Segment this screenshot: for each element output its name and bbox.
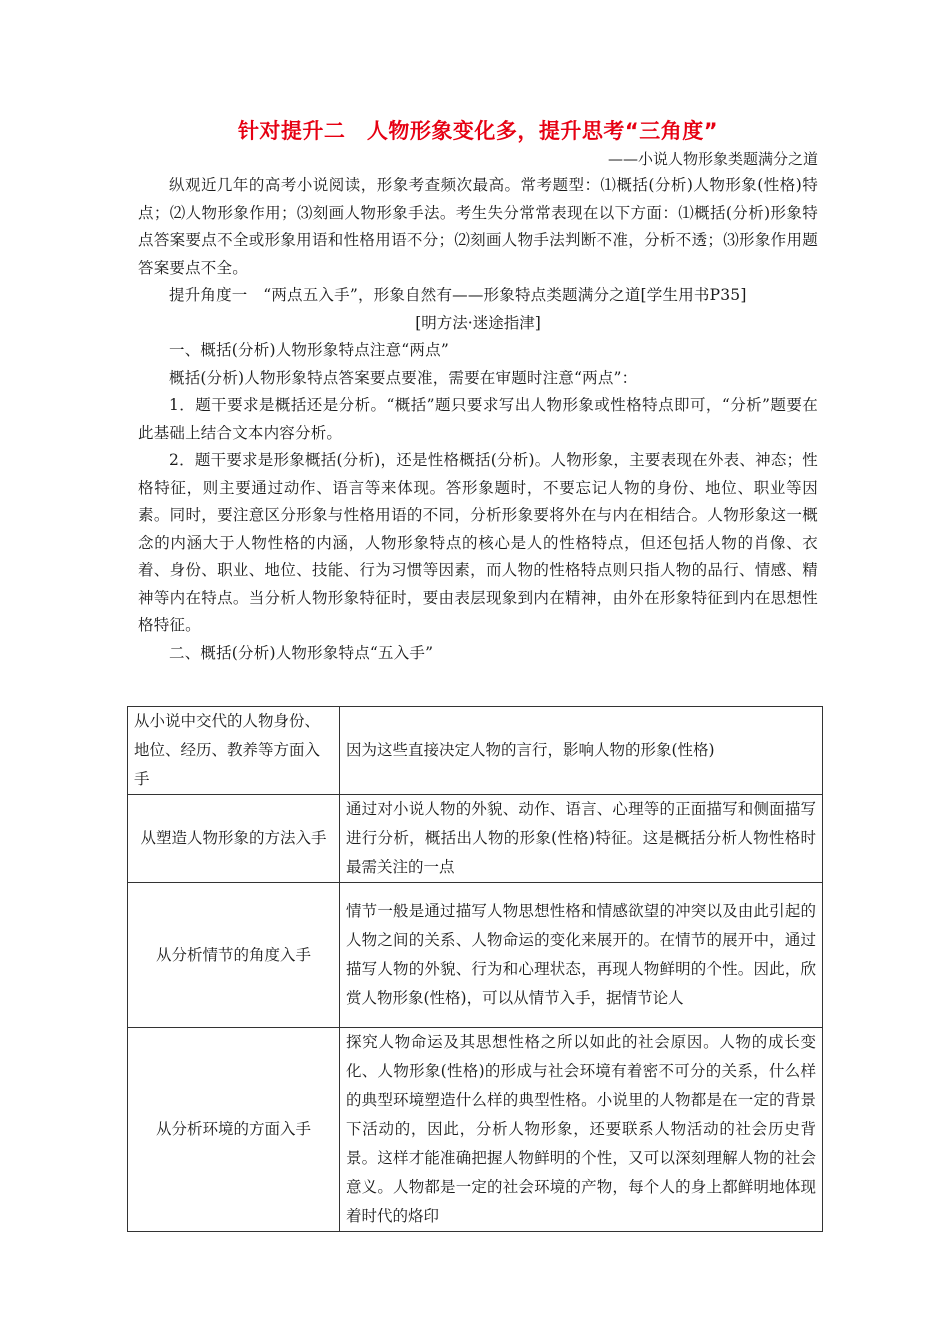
table-row [128,1028,823,1232]
document-body [138,116,818,667]
section1-lead: 概括(分析)人物形象特点答案要点要准，需要在审题时注意“两点”： [169,368,638,387]
table-cell-explanation: 情节一般是通过描写人物思想性格和情感欲望的冲突以及由此引起的人物之间的关系、人物命运的变化来展开的。在情节的展开中，通过描写人物的外貌、行为和心理状态，再现人物鲜明的个性。因此，欣赏人物形象(性格)，可以从情节入手，据情节论人 [340,883,823,1028]
table-row [128,795,823,883]
document-subtitle: ——小说人物形象类题满分之道 [607,150,818,168]
table-cell-approach: 从分析环境的方面入手 [128,1028,340,1232]
table-cell-approach: 从小说中交代的人物身份、地位、经历、教养等方面入手 [128,707,340,795]
table-cell-approach: 从塑造人物形象的方法入手 [128,795,340,883]
table-row [128,883,823,1028]
table-cell-explanation: 探究人物命运及其思想性格之所以如此的社会原因。人物的成长变化、人物形象(性格)的形成与社会环境有着密不可分的关系，什么样的典型环境塑造什么样的典型性格。小说里的人物都是在一定的背景下活动的，因此，分析人物形象，还要联系人物活动的社会历史背景。这样才能准确把握人物鲜明的个性，又可以深刻理解人物的社会意义。人物都是一定的社会环境的产物，每个人的身上都鲜明地体现着时代的烙印 [340,1028,823,1232]
method-label: [明方法·迷途指津] [415,313,541,332]
point-2: 2．题干要求是形象概括(分析)，还是性格概括(分析)。人物形象，主要表现在外表、神态；性格特征，则主要通过动作、语言等来体现。答形象题时，不要忘记人物的身份、地位、职业等因素。同时，要注意区分形象与性格用语的不同，分析形象要将外在与内在相结合。人物形象这一概念的内涵大于人物性格的内涵，人物形象特点的核心是人的性格特点，但还包括人物的肖像、衣着、身份、职业、地位、技能、行为习惯等因素，而人物的性格特点则只指人物的品行、情感、精神等内在特点。当分析人物形象特征时，要由表层现象到内在精神，由外在形象特征到内在思想性格特征。 [138,451,818,634]
table-cell-approach: 从分析情节的角度入手 [128,883,340,1028]
table-cell-explanation: 通过对小说人物的外貌、动作、语言、心理等的正面描写和侧面描写进行分析，概括出人物的形象(性格)特征。这是概括分析人物性格时最需关注的一点 [340,795,823,883]
section2-heading: 二、概括(分析)人物形象特点“五入手” [169,643,434,662]
five-approaches-table [127,706,823,1232]
intro-paragraph: 纵观近几年的高考小说阅读，形象考查频次最高。常考题型：⑴概括(分析)人物形象(性格)特点；⑵人物形象作用；⑶刻画人物形象手法。考生失分常常表现在以下方面：⑴概括(分析)形象特点答案要点不全或形象用语和性格用语不分；⑵刻画人物手法判断不准，分析不透；⑶形象作用题答案要点不全。 [138,176,818,277]
point-1: 1．题干要求是概括还是分析。“概括”题只要求写出人物形象或性格特点即可，“分析”题要在此基础上结合文本内容分析。 [138,396,818,442]
document-title: 针对提升二 人物形象变化多，提升思考“三角度” [237,119,719,143]
section1-heading: 一、概括(分析)人物形象特点注意“两点” [169,341,449,359]
table-row [128,707,823,795]
table-cell-explanation: 因为这些直接决定人物的言行，影响人物的形象(性格) [340,707,823,795]
angle-heading: 提升角度一 “两点五入手”，形象自然有——形象特点类题满分之道[学生用书P35] [169,286,747,304]
